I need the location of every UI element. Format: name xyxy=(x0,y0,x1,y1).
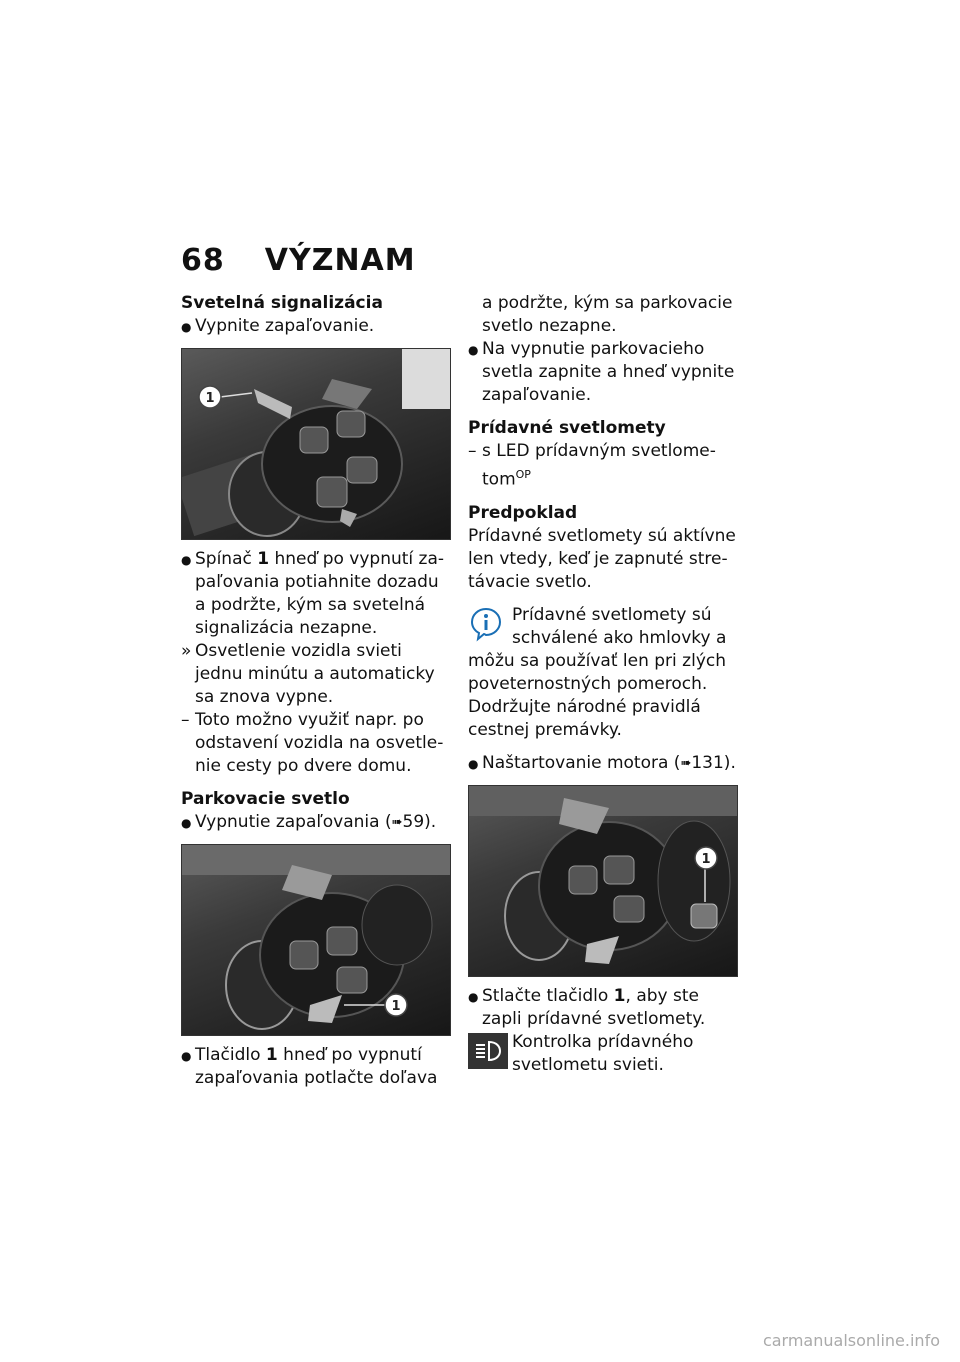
page-reference-arrow-icon: ➠ xyxy=(680,755,692,771)
right-column xyxy=(468,292,740,1077)
list-item: ● Naštartovanie motora (➠131). xyxy=(468,752,736,773)
indicator-note xyxy=(468,1031,740,1077)
handlebar-photo-drawing xyxy=(182,845,451,1036)
handlebar-photo-drawing xyxy=(182,349,451,540)
auxiliary-light-indicator-icon xyxy=(468,1033,508,1069)
result-item: » Osvetlenie vozidla svieti jednu minútu a automaticky sa znova vypne. xyxy=(181,641,435,707)
handlebar-photo-drawing xyxy=(469,786,738,977)
page-reference-arrow-icon: ➠ xyxy=(391,815,403,830)
page-header xyxy=(181,243,416,278)
list-item: ● Vypnutie zapaľovania (➠59). xyxy=(181,812,437,832)
dash-item: – s LED prídavným svetlome-tom$^{OP}$ xyxy=(468,441,716,490)
section-heading-headlight-flasher: Svetelná signalizácia xyxy=(181,293,383,313)
handlebar-switch-photo-3 xyxy=(468,785,738,977)
callout-1: 1 xyxy=(701,851,711,867)
left-column xyxy=(181,292,453,1090)
page-number: 68 xyxy=(181,243,225,278)
section-heading-parking-light: Parkovacie svetlo xyxy=(181,789,350,809)
info-note xyxy=(468,604,740,742)
list-item: ● Spínač 1 hneď po vypnutí za-paľovania potiahnite dozadu a podržte, kým sa svetelná signalizácia nezapne. xyxy=(181,549,445,638)
callout-1: 1 xyxy=(391,999,401,1014)
list-item: ● Na vypnutie parkovacieho svetla zapnite a hneď vypnite zapaľovanie. xyxy=(468,339,735,405)
list-item: ● Stlačte tlačidlo 1, aby ste zapli prídavné svetlomety. xyxy=(468,985,706,1029)
watermark-footer: carmanualsonline.info xyxy=(762,1331,940,1350)
paragraph: Prídavné svetlomety sú aktívne len vtedy, keď je zapnuté stre-távacie svetlo. xyxy=(468,525,736,592)
dash-item: – Toto možno využiť napr. po odstavení vozidla na osvetle-nie cesty po dvere domu. xyxy=(181,710,444,776)
indicator-text: Kontrolka prídavného svetlometu svieti. xyxy=(512,1031,694,1075)
note-text: Prídavné svetlomety sú schválené ako hmlovky a môžu sa používať len pri zlých poveternostných pomeroch. Dodržujte národné pravidlá cestnej premávky. xyxy=(468,604,727,740)
section-heading-prerequisite: Predpoklad xyxy=(468,502,578,523)
list-item: ● Tlačidlo 1 hneď po vypnutí zapaľovania potlačte doľava xyxy=(181,1045,438,1088)
handlebar-switch-photo-2 xyxy=(181,844,451,1036)
handlebar-switch-photo-1 xyxy=(181,348,451,540)
callout-1: 1 xyxy=(205,391,215,406)
paragraph-continued: a podržte, kým sa parkovacie svetlo nezapne. xyxy=(482,293,733,336)
page-title: VÝZNAM xyxy=(264,243,416,278)
info-icon xyxy=(468,606,504,642)
list-item: ● Vypnite zapaľovanie. xyxy=(181,316,375,336)
section-heading-auxiliary-lights: Prídavné svetlomety xyxy=(468,418,666,438)
